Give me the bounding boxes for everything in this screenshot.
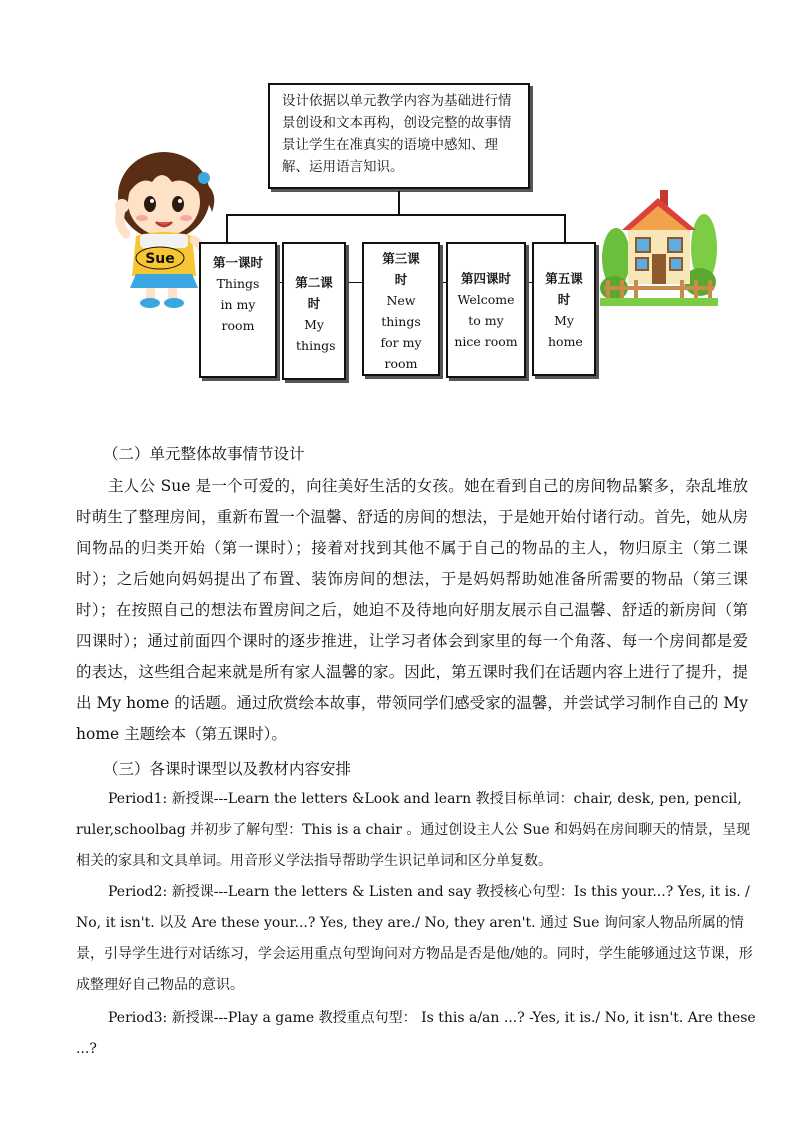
lesson-2-title: 第二课时 xyxy=(295,275,333,311)
lesson-4-subtitle: Welcome to my nice room xyxy=(454,292,518,349)
lesson-3-subtitle: New things for my room xyxy=(380,293,422,371)
house-illustration xyxy=(600,186,718,306)
lesson-3-title: 第三课时 xyxy=(382,251,420,287)
period3-text: Period3: 新授课---Play a game 教授重点句型： Is this a/an ...? -Yes, it is./ No, it isn't. Are these ...? xyxy=(76,1010,756,1057)
connector-drop-1 xyxy=(226,214,228,242)
connector-vertical xyxy=(398,191,400,215)
section2-body: 主人公 Sue 是一个可爱的，向往美好生活的女孩。她在看到自己的房间物品繁多，杂乱堆放时萌生了整理房间，重新布置一个温馨、舒适的房间的想法，于是她开始付诸行动。首先，她从房间物品的归类开始（第一课时）；接着对找到其他不属于自己的物品的主人，物归原主（第二课时）；之后她向妈妈提出了布置、装饰房间的想法，于是妈妈帮助她准备所需要的物品（第三课时）；在按照自己的想法布置房间之后，她迫不及待地向好朋友展示自己温馨、舒适的新房间（第四课时）；通过前面四个课时的逐步推进，让学习者体会到家里的每一个角落、每一个房间都是爱的表达，这些组合起来就是所有家人温馨的家。因此，第五课时我们在话题内容上进行了提升，提出 My home 的话题。通过欣赏绘本故事，带领同学们感受家的温馨，并尝试学习制作自己的 My home 主题绘本（第五课时）。 xyxy=(76,477,748,743)
lesson-1-title: 第一课时 xyxy=(212,255,263,270)
lesson-box-1 xyxy=(199,242,277,378)
lesson-2-subtitle: My things xyxy=(296,317,336,353)
lesson-4-title: 第四课时 xyxy=(460,271,511,286)
period2-text: Period2: 新授课---Learn the letters & Listen and say 教授核心句型：Is this your...? Yes, it is. / No, it isn't. 以及 Are these your...? Yes, they are./ No, they aren't. 通过 Sue 询问家人物品所属的情景，引导学生进行对话练习，学会运用重点句型询问对方物品是否是他/她的。同时，学生能够通过这节课，形成整理好自己物品的意识。 xyxy=(76,884,753,993)
diagram-top-text: 设计依据以单元教学内容为基础进行情景创设和文本再构，创设完整的故事情景让学生在准真实的语境中感知、理解、运用语言知识。 xyxy=(282,93,512,175)
lesson-5-subtitle: My home xyxy=(548,313,583,349)
lesson-box-3 xyxy=(362,242,440,376)
lesson-box-2 xyxy=(282,242,346,380)
lesson-5-title: 第五课时 xyxy=(545,271,583,307)
connector-horizontal xyxy=(226,214,566,216)
girl-name-label: Sue xyxy=(145,251,175,267)
lesson-box-4 xyxy=(446,242,526,378)
period1-text: Period1: 新授课---Learn the letters &Look and learn 教授目标单词：chair, desk, pen, pencil, ruler,schoolbag 并初步了解句型：This is a chair 。通过创设主人公 Sue 和妈妈在房间聊天的情景，呈现相关的家具和文具单词。用音形义学法指导帮助学生识记单词和区分单复数。 xyxy=(76,791,751,869)
lesson-box-5 xyxy=(532,242,596,376)
lesson-1-subtitle: Things in my room xyxy=(216,276,260,333)
diagram-top-box xyxy=(268,83,530,189)
connector-link-2 xyxy=(346,282,362,283)
section2-heading: （二）单元整体故事情节设计 xyxy=(103,445,305,463)
connector-drop-5 xyxy=(564,214,566,242)
section3-heading: （三）各课时课型以及教材内容安排 xyxy=(103,760,352,778)
